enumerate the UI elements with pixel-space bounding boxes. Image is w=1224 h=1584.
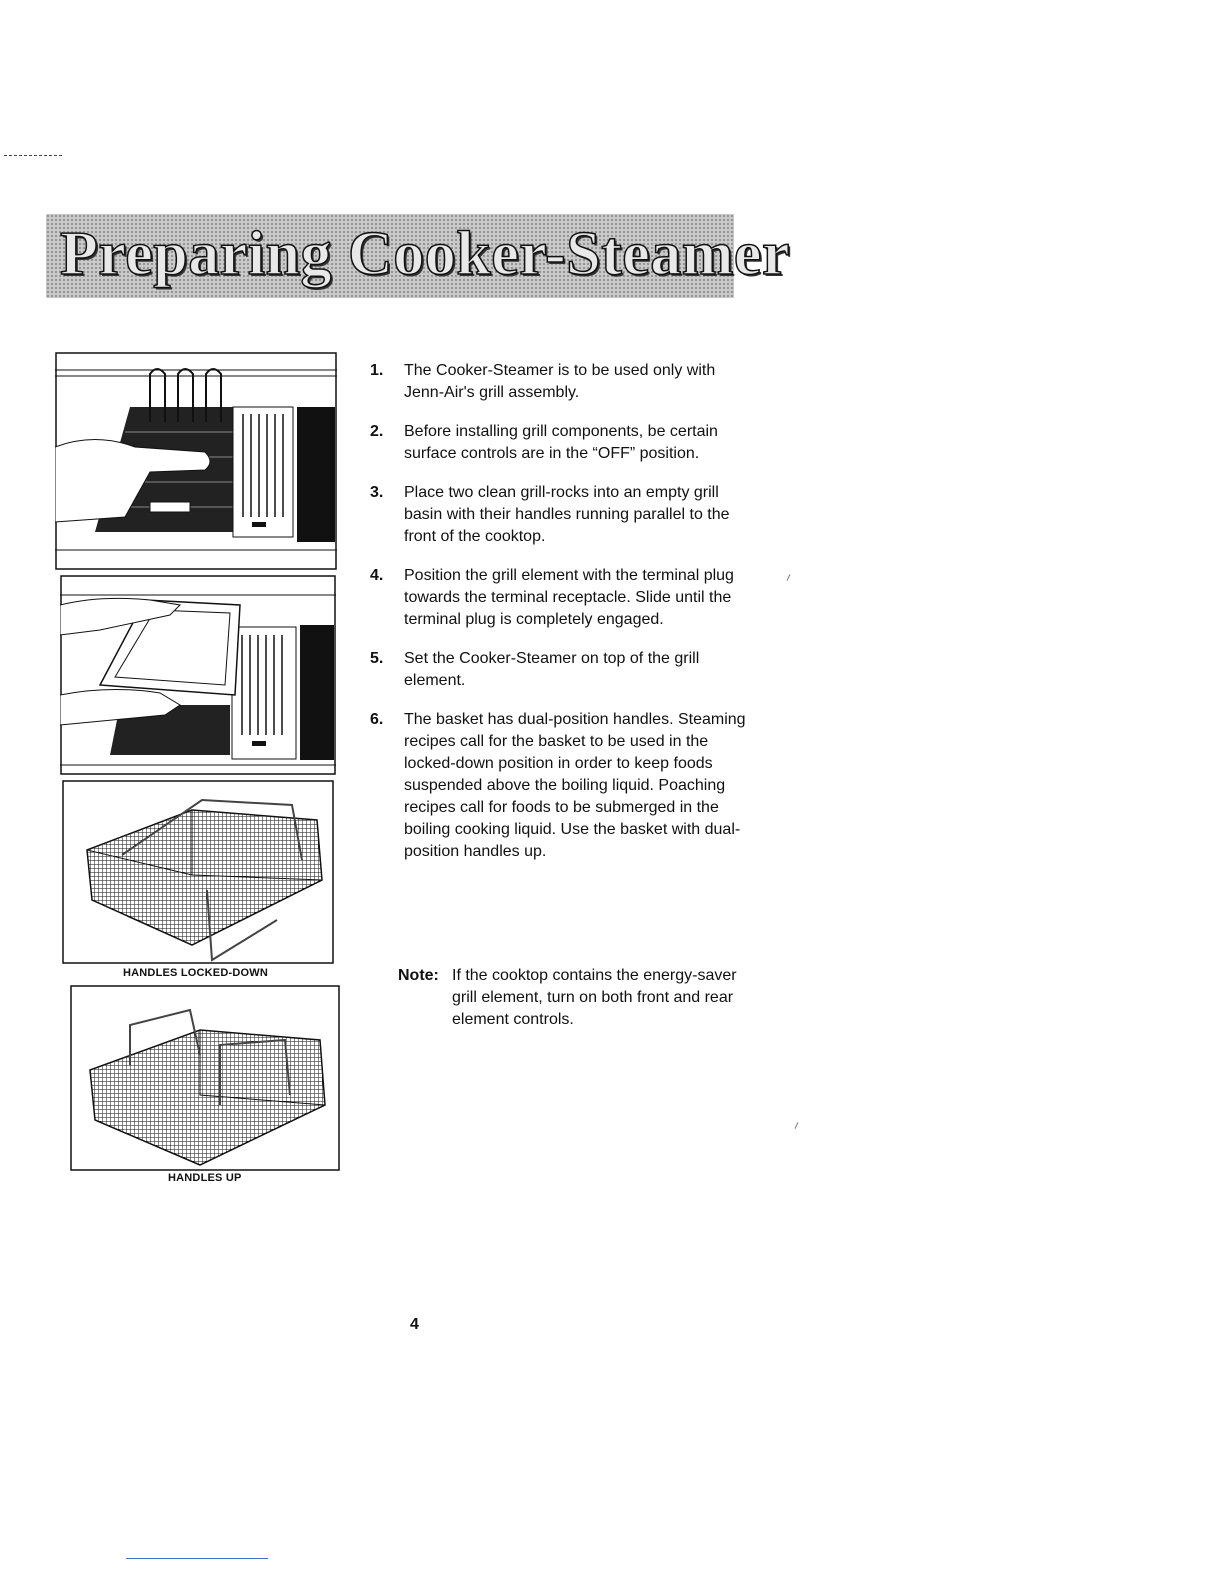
list-item [364, 565, 754, 631]
step-number: 2. [370, 423, 384, 440]
step-text: Place two clean grill-rocks into an empty grill basin with their handles running parallel to the front of the cooktop. [404, 484, 730, 545]
step-text: Before installing grill components, be certain surface controls are in the “OFF” position. [404, 423, 718, 462]
scan-mark [4, 155, 62, 156]
step-text: The Cooker-Steamer is to be used only with Jenn-Air's grill assembly. [404, 362, 716, 401]
page-number: 4 [410, 1316, 419, 1333]
list-item [364, 360, 754, 404]
list-item [364, 648, 754, 692]
step-number: 4. [370, 567, 384, 584]
note [398, 965, 758, 1031]
list-item [364, 421, 754, 465]
basket-locked-down-illustration [62, 780, 334, 964]
scan-speck [787, 574, 791, 581]
cooker-steamer-placement-illustration [60, 575, 336, 775]
note-label: Note: [398, 967, 439, 984]
caption-handles-up: HANDLES UP [168, 1172, 242, 1184]
grill-rocks-illustration [55, 352, 337, 570]
step-text: Set the Cooker-Steamer on top of the grill element. [404, 650, 700, 689]
note-text: If the cooktop contains the energy-saver grill element, turn on both front and rear element controls. [452, 967, 737, 1028]
step-number: 5. [370, 650, 384, 667]
footer-rule [126, 1558, 268, 1559]
step-number: 6. [370, 711, 384, 728]
step-text: The basket has dual-position handles. Steaming recipes call for the basket to be used in the locked-down position in order to keep foods suspended above the boiling liquid. Poaching recipes call for foods to be submerged in the boiling cooking liquid. Use the basket with dual-position handles up. [404, 711, 746, 860]
caption-handles-locked-down: HANDLES LOCKED-DOWN [123, 967, 268, 979]
list-item [364, 709, 754, 863]
scan-speck [795, 1122, 799, 1129]
instruction-list [364, 360, 754, 880]
basket-handles-up-illustration [70, 985, 340, 1171]
list-item [364, 482, 754, 548]
step-text: Position the grill element with the terminal plug towards the terminal receptacle. Slide until the terminal plug is completely engaged. [404, 567, 734, 628]
step-number: 3. [370, 484, 384, 501]
step-number: 1. [370, 362, 384, 379]
page-title: Preparing Cooker-Steamer [60, 220, 790, 288]
